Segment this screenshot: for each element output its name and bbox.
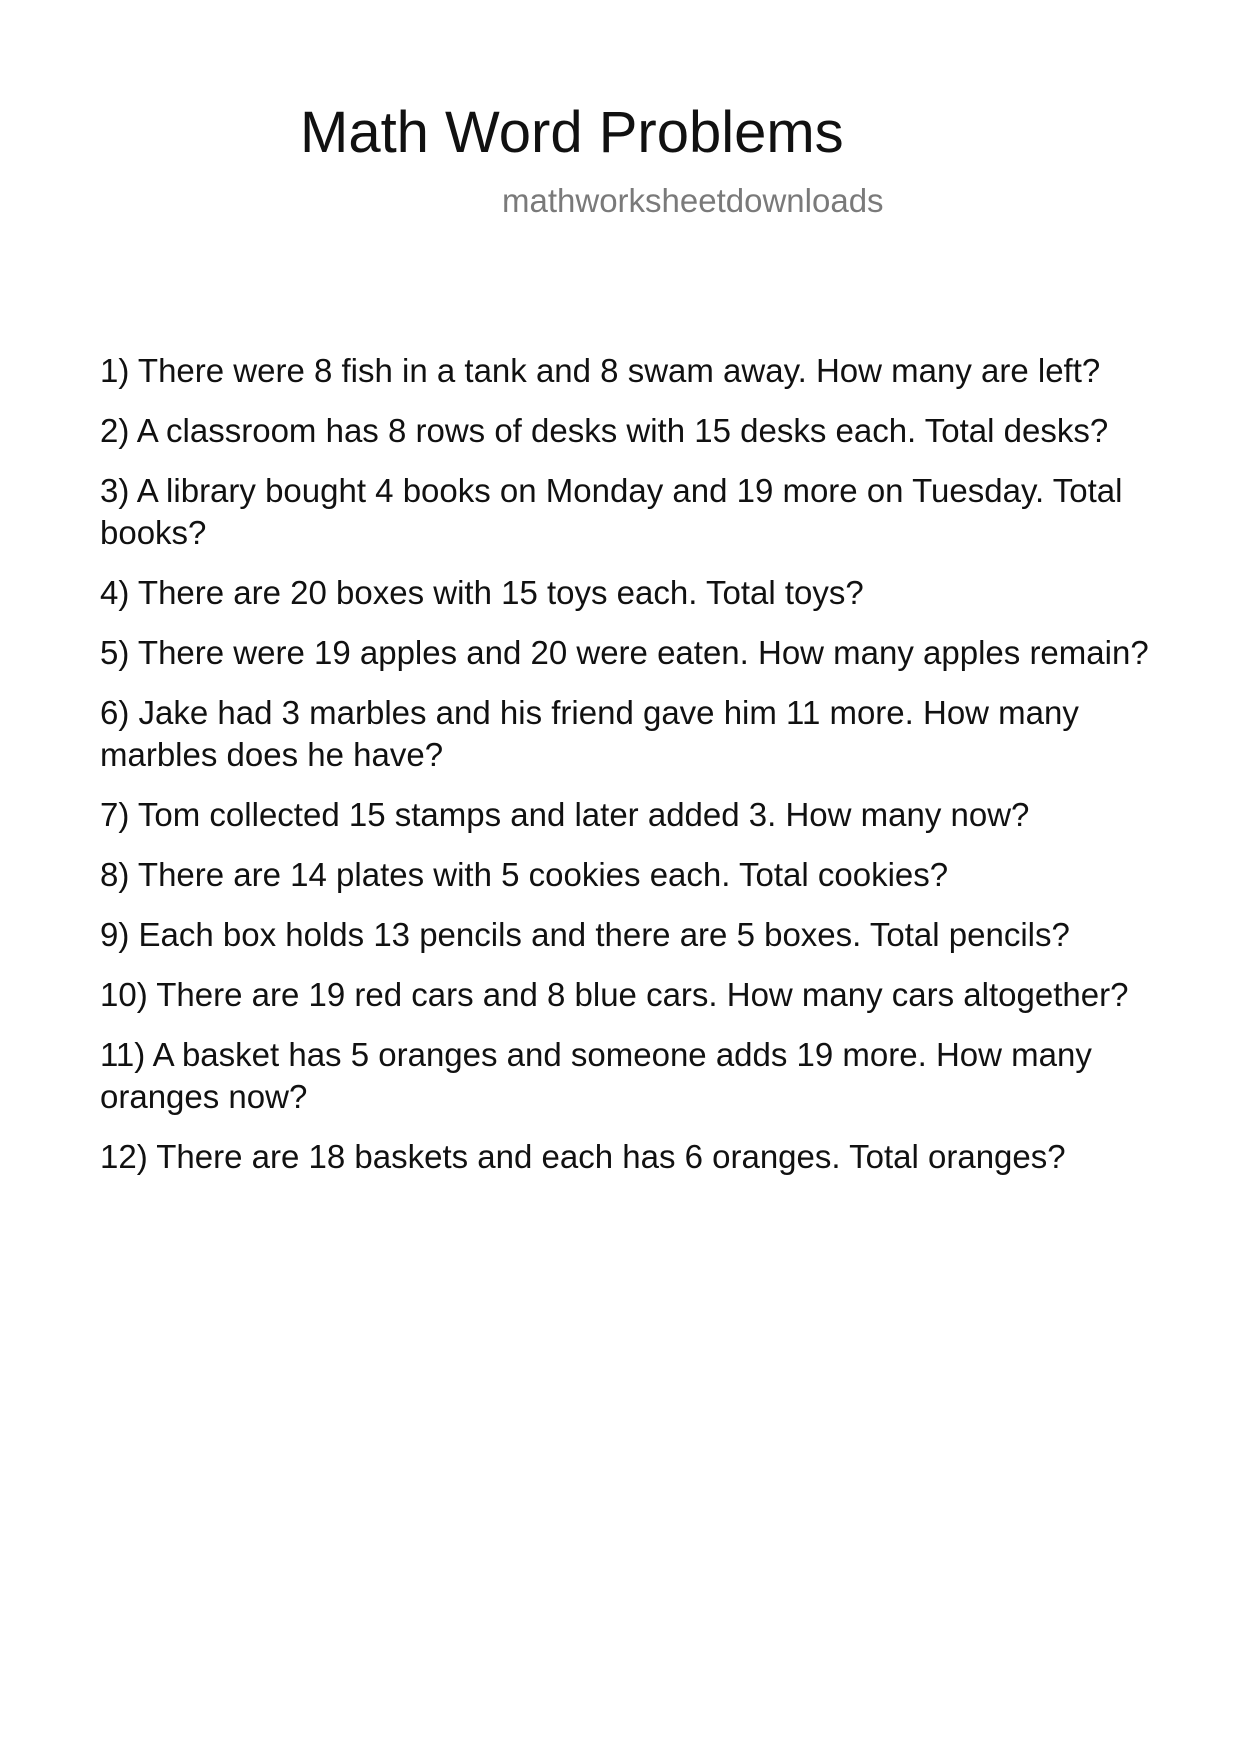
page-title: Math Word Problems [300,100,844,165]
problem-item: 3) A library bought 4 books on Monday and 19 more on Tuesday. Total books? [100,472,1123,551]
problem-item: 11) A basket has 5 oranges and someone adds 19 more. How many oranges now? [100,1036,1092,1115]
problem-list [100,350,1160,1196]
problem-item: 12) There are 18 baskets and each has 6 oranges. Total oranges? [100,1138,1066,1175]
problem-item: 2) A classroom has 8 rows of desks with 15 desks each. Total desks? [100,412,1109,449]
problem-item: 6) Jake had 3 marbles and his friend gave him 11 more. How many marbles does he have? [100,694,1079,773]
problem-item: 9) Each box holds 13 pencils and there are 5 boxes. Total pencils? [100,916,1070,953]
problem-item: 7) Tom collected 15 stamps and later added 3. How many now? [100,796,1030,833]
problem-item: 4) There are 20 boxes with 15 toys each. Total toys? [100,574,864,611]
problem-item: 8) There are 14 plates with 5 cookies each. Total cookies? [100,856,949,893]
page-subtitle: mathworksheetdownloads [502,182,884,219]
problem-item: 5) There were 19 apples and 20 were eaten. How many apples remain? [100,634,1149,671]
problem-item: 10) There are 19 red cars and 8 blue cars. How many cars altogether? [100,976,1129,1013]
problem-item: 1) There were 8 fish in a tank and 8 swam away. How many are left? [100,352,1101,389]
